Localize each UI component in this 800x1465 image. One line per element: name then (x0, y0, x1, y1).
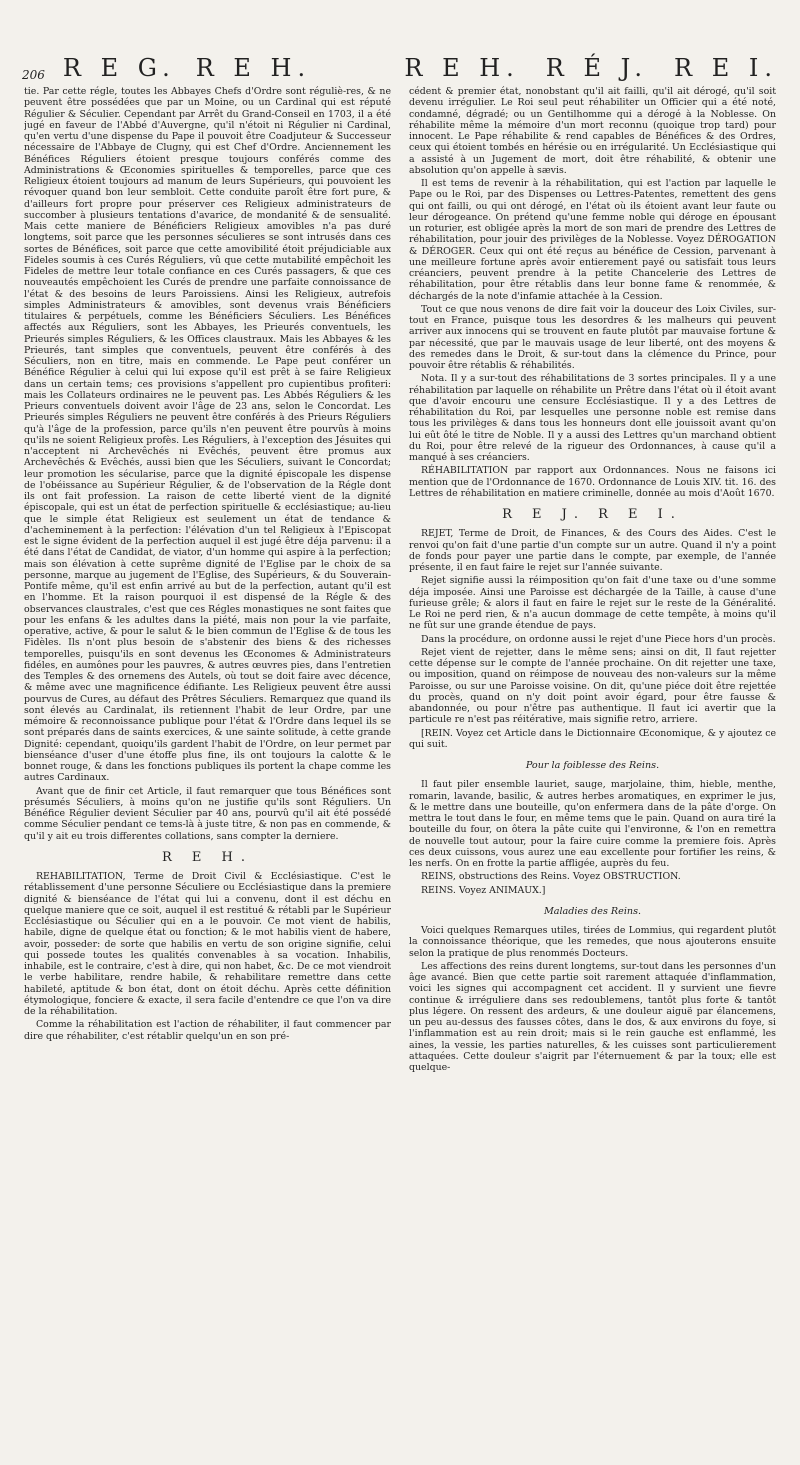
header-word: R E H. (404, 54, 520, 82)
paragraph: [REIN. Voyez cet Article dans le Dictionnaire Œconomique, & y ajoutez ce qui suit. (409, 727, 776, 750)
header-word: R E H. (195, 54, 312, 82)
subheading: Maladies des Reins. (543, 905, 642, 917)
header-word: R E I. (674, 54, 778, 82)
section-heading: R E J. R E I. (502, 507, 683, 522)
paragraph: cédent & premier état, nonobstant qu'il ait failli, qu'il ait dérogé, qu'il soit devenu irrégulier. Le Roi seul peut réhabiliter un Officier qui a été noté, condamné, dégradé; ou un Gentilhomme qui a dérogé à la Noblesse. On réhabilite même la mémoire d'un mort reconnu (quoique trop tard) pour innocent. Le Pape réhabilite & rend capables de Bénéfices & des Ordres, ceux qui étoient tombés en hérésie ou en irrégularité. Un Ecclésiastique qui a assisté à un Jugement de mort, doit être réhabilité, & obtenir une absolution qu'on appelle à sævis. (409, 86, 776, 176)
paragraph: Les affections des reins durent longtems, sur-tout dans les personnes d'un âge avancé. Bien que cette partie soit rarement attaquée d'inflammation, voici les signes qui accompagnent cet accident. Il y survient une fievre continue & irréguliere dans ses redoublemens, tantôt plus forte & tantôt plus légere. On ressent des ardeurs, & une douleur aiguë par élancemens, un peu au-dessus des fausses côtes, dans le dos, & aux environs du foye, si l'inflammation est au rein droit; mais si le rein gauche est enflammé, les aines, la vessie, les parties naturelles, & les cuisses sont particulierement attaquées. Cette douleur s'aigrit par l'éternuement & par la toux; elle est quelque- (409, 960, 776, 1073)
subheading: Pour la foiblesse des Reins. (525, 760, 660, 771)
header-right (404, 54, 778, 82)
paragraph: Nota. Il y a sur-tout des réhabilitations de 3 sortes principales. Il y a une réhabilitation par laquelle on réhabilite un Prêtre dans l'état où il étoit avant que d'avoir encouru une censure Ecclésiastique. Il y a des Lettres de réhabilitation du Roi, par lesquelles une personne noble est remise dans tous les privilèges & dans tous les honneurs dont elle jouissoit avant qu'on lui eût ôté le titre de Noble. Il y a aussi des Lettres qu'un marchand obtient du Roi, pour être relevé de la rigueur des Ordonnances, à cause qu'il a manqué à ses créanciers. (409, 373, 776, 463)
section-heading: R E H. (161, 849, 253, 865)
text-columns (24, 86, 776, 1453)
paragraph: Rejet signifie aussi la réimposition qu'on fait d'une taxe ou d'une somme déja imposée. Ainsi une Paroisse est déchargée de la Taille, à cause d'une furieuse grêle; & alors il faut en faire le rejet sur le reste de la Généralité. Le Roi ne perd rien, & n'a aucun dommage de cette tempête, à moins qu'il ne fût sur une grande étendue de pays. (409, 575, 776, 632)
left-column (24, 86, 391, 1453)
page-number: 206 (22, 68, 45, 82)
paragraph: REINS. Voyez ANIMAUX.] (421, 884, 546, 896)
entry-rejet: REJET, Terme de Droit, de Finances, & des Cours des Aides. C'est le renvoi qu'on fait d'une partie d'un compte sur un autre. Quand il n'y a point de fonds pour payer une partie dans le compte, par exemple, de l'année présente, il en faut faire le rejet sur l'année suivante. (409, 528, 776, 573)
right-column (409, 86, 776, 1453)
paragraph: tie. Par cette régle, toutes les Abbayes Chefs d'Ordre sont réguliè-res, & ne peuvent être possédées que par un Moine, ou un Cardinal qui est réputé Régulier & Séculier. Cependant par Arrêt du Grand-Conseil en 1703, il a été jugé en faveur de l'Abbé d'Auvergne, qu'il n'étoit ni Régulier ni Cardinal, qu'en vertu d'une dispense du Pape il pouvoit être Coadjuteur & Successeur nécessaire de l'Abbaye de Clugny, qui est Chef d'Ordre. Anciennement les Bénéfices Réguliers étoient presque toujours conférés comme des Administrations & Œconomies spirituelles & temporelles, parce que ces Religieux étoient toujours ad manum de leurs Supérieurs, qui pouvoient les révoquer quand bon leur sembloit. Cette conduite paroît être fort pure, & d'ailleurs fort propre pour préserver ces Religieux administrateurs de succomber à plusieurs tentations d'avarice, de mondanité & de sensualité. Mais cette maniere de Bénéficiers Religieux amovibles n'a pas duré longtems, soit parce que les personnes séculieres se sont intrusés dans ces sortes de Bénéfices, soit parce que cette amovibilité étoit préjudiciable aux Fideles soumis à ces Curés Réguliers, vû que cette mutabilité empêchoit les Fideles de mettre leur totale confiance en ces Curés passagers, & que ces nouveautés empêchoient les Curés de prendre une parfaite connoissance de l'état & des besoins de leurs Paroissiens. Ainsi les Religieux, autrefois simples Administrateurs & amovibles, sont devenus vrais Bénéficiers titulaires & perpétuels, comme les Bénéficiers Séculiers. Les Bénéfices affectés aux Réguliers, sont les Abbayes, les Prieurés conventuels, les Prieurés simples Réguliers, & les Offices claustraux. Mais les Abbayes & les Prieurés, tant simples que conventuels, peuvent être conférés à des Séculiers, non en titre, mais en commende. Le Pape peut conférer un Bénéfice Régulier à celui qui lui expose qu'il est prêt à se faire Religieux dans un certain tems; ces provisions s'appellent pro cupientibus profiteri: mais les Collateurs ordinaires ne le peuvent pas. Les Abbés Réguliers & les Prieurs conventuels doivent avoir l'âge de 23 ans, selon le Concordat. Les Prieurés simples Réguliers ne peuvent être conférés à des Prieurs Réguliers qu'à l'âge de la profession, parce qu'ils n'en peuvent être pourvûs à moins qu'ils ne soient Religieux profès. Les Réguliers, à l'exception des Jésuites qui n'acceptent ni Archevêchés ni Evêchés, peuvent être promus aux Archevêchés & Evêchés, aussi bien que les Séculiers, suivant le Concordat; leur promotion les sécularise, parce que la dignité épiscopale les dispense de l'obéissance au Supérieur Régulier, & de l'observation de la Régle dont ils ont fait profession. La raison de cette liberté vient de la dignité épiscopale, qui est un état de perfection spirituelle & ecclésiastique; au-lieu que le simple état Religieux est seulement un état de tendance & d'acheminement à la perfection: l'élévation d'un tel Religieux à l'Episcopat est le signe évident de la perfection auquel il est jugé être déja parvenu: il a été dans l'état de Candidat, de viator, d'un homme qui aspire à la perfection; mais son élévation à cette suprême dignité de l'Eglise par le choix de sa personne, marque au jugement de l'Eglise, des Supérieurs, & du Souverain-Pontife même, qu'il est enfin arrivé au but de la perfection, autant qu'il est en l'homme. Et la raison pourquoi il est dispensé de la Régle & des observances claustrales, c'est que ces Régles monastiques ne sont faites que pour les enfans & les adultes dans la piété, mais non pour la vie parfaite, operative, active, & pour le salut & le bien commun de l'Eglise & de tous les Fidèles. Ils n'ont plus besoin de s'abstenir des biens & des richesses temporelles, puisqu'ils en sont devenus les Œconomes & Administrateurs fidéles, en aumônes pour les pauvres, & autres œuvres pies, dans l'entretien des Temples & des ornemens des Autels, où tout se doit faire avec décence, & même avec une magnificence édifiante. Les Religieux peuvent être aussi pourvus de Cures, au défaut des Prêtres Séculiers. Remarquez que quand ils sont élevés au Cardinalat, ils retiennent l'habit de leur Ordre, par une mémoire & reconnoissance publique pour l'état & l'Ordre dans lequel ils se sont préparés dans de saints exercices, & une sainte solitude, à cette grande Dignité: cependant, quoiqu'ils gardent l'habit de l'Ordre, on leur permet par bienséance d'user d'une étoffe plus fine, ils ont toujours la calotte & le bonnet rouge, & dans les fonctions publiques ils portent la chape comme les autres Cardinaux. (24, 86, 391, 784)
running-header (22, 42, 778, 82)
paragraph: Rejet vient de rejetter, dans le même sens; ainsi on dit, Il faut rejetter cette dépense sur le compte de l'année prochaine. On dit rejetter une taxe, ou imposition, quand on réimpose de nouveau des non-valeurs sur la même Paroisse, ou sur une Paroisse voisine. On dit, qu'une piéce doit être rejettée du procès, quand on n'y doit point avoir égard, pour être fausse & abandonnée, ou pour n'être pas authentique. Il faut ici avertir que la particule re n'est pas réitérative, mais signifie retro, arriere. (409, 646, 776, 726)
header-word: R É J. (545, 54, 649, 82)
paragraph: Il est tems de revenir à la réhabilitation, qui est l'action par laquelle le Pape ou le Roi, par des Dispenses ou Lettres-Patentes, remettent des gens qui ont failli, ou qui ont dérogé, en l'état où ils étoient avant leur faute ou leur dérogeance. On prétend qu'une femme noble qui déroge en épousant un roturier, est obligée après la mort de son mari de prendre des Lettres de réhabilitation, pour jouir des privilèges de la Noblesse. Voyez DÉROGATION & DÉROGER. Ceux qui ont été reçus au bénéfice de Cession, parvenant à une meilleure fortune après avoir entierement payé ou satisfait tous leurs créanciers, peuvent prendre à la petite Chancelerie des Lettres de réhabilitation, pour être rétablis dans leur bonne fame & renommée, & déchargés de la note d'infamie attachée à la Cession. (409, 178, 776, 302)
paragraph: REINS, obstructions des Reins. Voyez OBSTRUCTION. (421, 871, 681, 883)
header-word: R E G. (62, 54, 176, 82)
header-left (63, 54, 404, 82)
paragraph: Comme la réhabilitation est l'action de réhabiliter, il faut commencer par dire que réhabiliter, c'est rétablir quelqu'un en son pré- (24, 1019, 391, 1042)
paragraph: RÉHABILITATION par rapport aux Ordonnances. Nous ne faisons ici mention que de l'Ordonnance de 1670. Ordonnance de Louis XIV. tit. 16. des Lettres de réhabilitation en matiere criminelle, donnée au mois d'Août 1670. (409, 465, 776, 499)
paragraph: Dans la procédure, on ordonne aussi le rejet d'une Piece hors d'un procès. (421, 633, 776, 645)
paragraph: Il faut piler ensemble lauriet, sauge, marjolaine, thim, hieble, menthe, romarin, lavande, basilic, & autres herbes aromatiques, en exprimer le jus, & le mettre dans une bouteille, qu'on enfermera dans de la pâte d'orge. On mettra le tout dans le four, en même tems que le pain. Quand on aura tiré la bouteille du four, on ôtera la pâte cuite qui l'environne, & l'on en remettra de nouvelle tout autour, pour la faire cuire comme la premiere fois. Après ces deux cuissons, vous aurez une eau excellente pour fortifier les reins, & les nerfs. On en frotte la partie affligée, auprès du feu. (409, 779, 776, 869)
paragraph: Voici quelques Remarques utiles, tirées de Lommius, qui regardent plutôt la connoissance théorique, que les remedes, que nous ajouterons ensuite selon la pratique de plus renommés Docteurs. (409, 925, 776, 959)
paragraph: Tout ce que nous venons de dire fait voir la douceur des Loix Civiles, sur-tout en France, puisque tous les desordres & les malheurs qui peuvent arriver aux innocens qui se trouvent en faute plutôt par mauvaise fortune & par nécessité, que par le mauvais usage de leur liberté, ont des moyens & des remedes dans le Droit, & sur-tout dans la clémence du Prince, pour pouvoir être rétablis & réhabilités. (409, 303, 776, 371)
entry-rehabilitation: REHABILITATION, Terme de Droit Civil & Ecclésiastique. C'est le rétablissement d'une personne Séculiere ou Ecclésiastique dans la premiere dignité & bienséance de l'état qui lui a convenu, dont il est déchu en quelque maniere que ce soit, auquel il est restitué & rétabli par le Supérieur Ecclésiastique ou Séculier qui en a le pouvoir. Ce mot vient de habilis, habile, digne de quelque état ou fonction; & le mot habilis vient de habere, avoir, posseder: de sorte que habilis en vertu de son origine signifie, celui qui possede toutes les qualités convenables à sa vocation. Inhabilis, inhabile, est le contraire, c'est à dire, qui non habet, &c. De ce mot viendroit le verbe habilitare, rendre habile, & rehabilitare remettre dans cette habileté, aptitude & bon état, dont on étoit déchu. Après cette définition étymologique, fonciere & exacte, il sera facile d'entendre ce que l'on va dire de la réhabilitation. (24, 871, 391, 1017)
paragraph: Avant que de finir cet Article, il faut remarquer que tous Bénéfices sont présumés Séculiers, à moins qu'on ne justifie qu'ils sont Réguliers. Un Bénéfice Régulier devient Séculier par 40 ans, pourvû qu'il ait été possédé comme Séculier pendant ce tems-là à juste titre, & non pas en commende, & qu'il y ait eu trois differentes collations, sans compter la derniere. (24, 785, 391, 842)
